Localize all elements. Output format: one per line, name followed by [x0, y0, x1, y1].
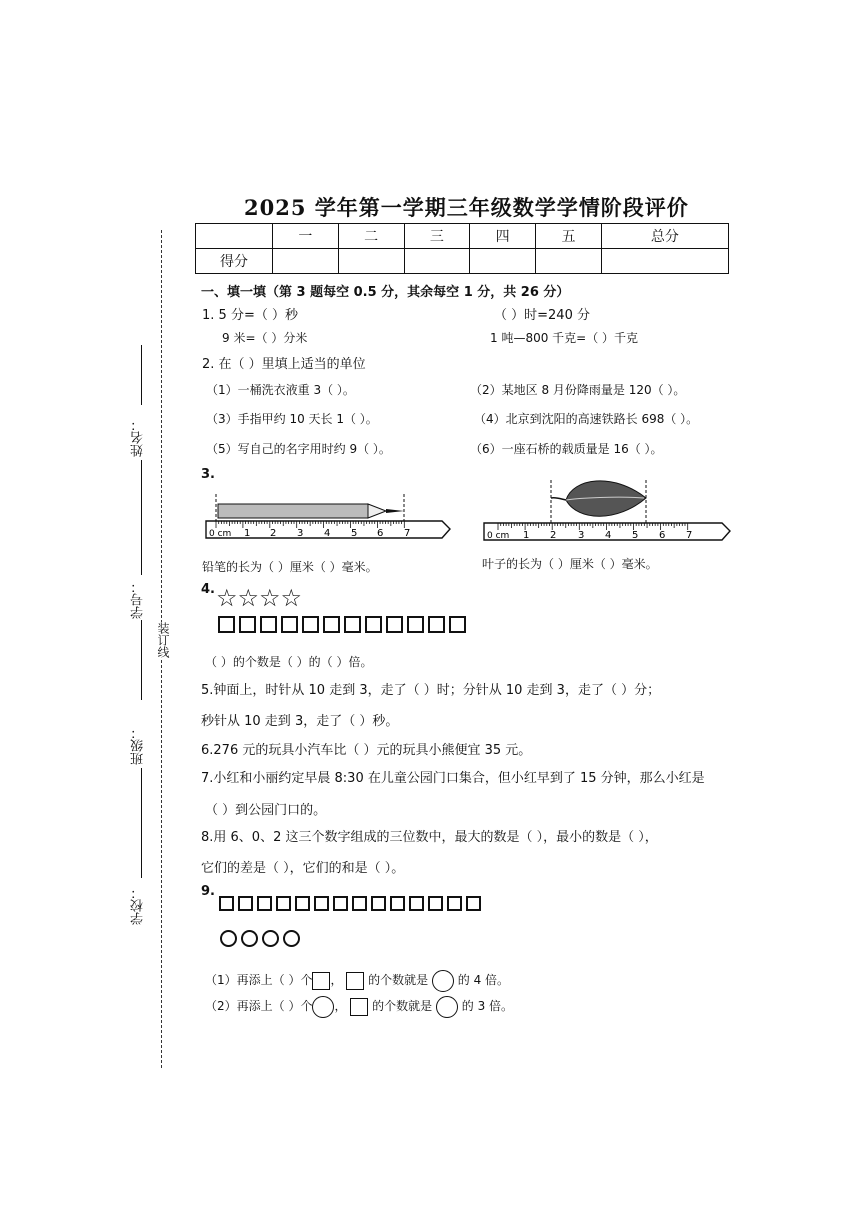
square-icon: [276, 896, 291, 911]
q9-line2-d: 的 3 倍。: [461, 999, 514, 1013]
square-icon: [295, 896, 310, 911]
score-input-cell[interactable]: [273, 249, 339, 274]
section1-heading: 一、填一填（第 3 题每空 0.5 分，其余每空 1 分，共 26 分）: [201, 285, 570, 300]
square-icon: [365, 616, 382, 633]
q9-line1-d: 的 4 倍。: [457, 973, 510, 987]
square-icon: [407, 616, 424, 633]
q4-number: 4.: [201, 582, 215, 597]
q1-d: 1 吨—800 千克=（ ）千克: [490, 331, 639, 345]
school-label: 学校：: [131, 886, 146, 925]
q5-line1: 5.钟面上，时针从 10 走到 3，走了（ ）时；分针从 10 走到 3，走了（ ）分；: [201, 683, 661, 698]
circle-icon: [262, 930, 279, 947]
square-icon: [239, 616, 256, 633]
score-input-cell[interactable]: [536, 249, 602, 274]
ruler-tick-label: 2: [550, 530, 557, 541]
student-no-write-line[interactable]: [141, 620, 142, 700]
page-title: 2025 学年第一学期三年级数学学情阶段评价: [244, 195, 689, 220]
student-no-label: 学号：: [131, 580, 146, 619]
square-icon: [257, 896, 272, 911]
square-icon: [390, 896, 405, 911]
square-icon: [333, 896, 348, 911]
score-header-cell: 一: [273, 224, 339, 249]
q3-pencil-text: 铅笔的长为（ ）厘米（ ）毫米。: [202, 560, 378, 574]
circle-icon: [220, 930, 237, 947]
square-icon: [281, 616, 298, 633]
q2-item-2: （2）某地区 8 月份降雨量是 120（ ）。: [470, 383, 686, 397]
score-header-cell: 四: [470, 224, 536, 249]
score-input-cell[interactable]: [601, 249, 728, 274]
q9-line2-b: ，: [334, 999, 347, 1013]
circle-icon: [283, 930, 300, 947]
q9-line1: [205, 967, 509, 993]
score-table: [195, 223, 729, 274]
square-icon: [386, 616, 403, 633]
pencil-icon: [218, 504, 368, 518]
q2-item-1: （1）一桶洗衣液重 3（ ）。: [206, 383, 355, 397]
square-icon: [314, 896, 329, 911]
square-icon: [323, 616, 340, 633]
score-input-cell[interactable]: [470, 249, 536, 274]
score-input-cell[interactable]: [404, 249, 470, 274]
q9-line2-c: 的个数就是: [372, 999, 433, 1013]
square-icon: [466, 896, 481, 911]
square-icon: [449, 616, 466, 633]
q1-b: （ ）时=240 分: [494, 308, 590, 323]
class-write-line[interactable]: [141, 768, 142, 878]
square-icon: [371, 896, 386, 911]
square-icon: [352, 896, 367, 911]
circle-icon: [436, 996, 458, 1018]
ruler-tick-label: 4: [324, 528, 331, 539]
square-icon: [219, 896, 234, 911]
ruler-tick-label: 3: [578, 530, 585, 541]
ruler-tick-label: 2: [270, 528, 277, 539]
ruler-tick-label: 5: [351, 528, 358, 539]
ruler-tick-label: 5: [632, 530, 639, 541]
square-icon: [218, 616, 235, 633]
score-table-header-row: [196, 224, 729, 249]
square-icon: [428, 616, 445, 633]
q5-line2: 秒针从 10 走到 3，走了（ ）秒。: [201, 714, 399, 729]
square-icon: [350, 998, 368, 1016]
q8-line1: 8.用 6、0、2 这三个数字组成的三位数中，最大的数是（ ），最小的数是（ ），: [201, 830, 658, 845]
q1-c: 9 米=（ ）分米: [222, 331, 308, 345]
square-icon: [260, 616, 277, 633]
q1-a: 1. 5 分=（ ）秒: [202, 308, 298, 323]
square-icon: [344, 616, 361, 633]
q8-line2: 它们的差是（ ），它们的和是（ ）。: [201, 861, 405, 876]
score-input-cell[interactable]: [338, 249, 404, 274]
name-write-line[interactable]: [141, 345, 142, 405]
square-icon: [447, 896, 462, 911]
q7-line2: （ ）到公园门口的。: [205, 803, 327, 818]
square-icon: [346, 972, 364, 990]
binding-text: 装订线: [156, 622, 170, 658]
ruler-tick-label: 3: [297, 528, 304, 539]
score-header-cell: [196, 224, 273, 249]
score-row-label: 得分: [196, 249, 273, 274]
score-header-cell: 五: [536, 224, 602, 249]
ruler-tick-label: 7: [686, 530, 693, 541]
q9-circles-row: [220, 930, 304, 947]
q4-squares-row: [218, 616, 470, 633]
q2-stem: 2. 在（ ）里填上适当的单位: [202, 357, 366, 372]
ruler-tick-label: 1: [244, 528, 251, 539]
q3-leaf-text: 叶子的长为（ ）厘米（ ）毫米。: [482, 557, 658, 571]
q9-line2: [205, 993, 513, 1019]
q9-line2-a: （2）再添上（ ）个: [205, 999, 313, 1013]
q9-number: 9.: [201, 884, 215, 899]
score-table-row: [196, 249, 729, 274]
q3-number: 3.: [201, 467, 215, 482]
q9-line1-a: （1）再添上（ ）个: [205, 973, 313, 987]
ruler-tick-label: 4: [605, 530, 612, 541]
ruler-tick-label: 1: [523, 530, 530, 541]
ruler-unit: 0 cm: [487, 531, 510, 541]
leaf-ruler-figure: [478, 470, 738, 548]
q4-stars: ☆☆☆☆: [216, 584, 303, 612]
circle-icon: [312, 996, 334, 1018]
q9-line1-c: 的个数就是: [368, 973, 429, 987]
q2-item-5: （5）写自己的名字用时约 9（ ）。: [206, 442, 391, 456]
circle-icon: [432, 970, 454, 992]
q6: 6.276 元的玩具小汽车比（ ）元的玩具小熊便宜 35 元。: [201, 743, 532, 758]
q2-item-6: （6）一座石桥的载质量是 16（ ）。: [470, 442, 663, 456]
square-icon: [238, 896, 253, 911]
score-header-cell: 总分: [601, 224, 728, 249]
score-header-cell: 三: [404, 224, 470, 249]
square-icon: [428, 896, 443, 911]
ruler-tick-label: 7: [404, 528, 411, 539]
q4-text: （ ）的个数是（ ）的（ ）倍。: [205, 655, 373, 669]
pencil-ruler-figure: [200, 488, 455, 548]
q2-item-3: （3）手指甲约 10 天长 1（ ）。: [206, 412, 378, 426]
square-icon: [312, 972, 330, 990]
name-label: 姓名：: [131, 418, 146, 457]
q9-line1-b: ，: [330, 973, 343, 987]
ruler-unit: 0 cm: [209, 529, 232, 539]
circle-icon: [241, 930, 258, 947]
square-icon: [302, 616, 319, 633]
score-header-cell: 二: [338, 224, 404, 249]
q9-squares-row: [219, 896, 485, 911]
class-label: 班级：: [131, 726, 146, 765]
q2-item-4: （4）北京到沈阳的高速铁路长 698（ ）。: [474, 412, 699, 426]
square-icon: [409, 896, 424, 911]
name-write-line-2[interactable]: [141, 460, 142, 575]
ruler-tick-label: 6: [377, 528, 384, 539]
q7-line1: 7.小红和小丽约定早晨 8:30 在儿童公园门口集合，但小红早到了 15 分钟，那么小红是: [201, 771, 705, 786]
ruler-tick-label: 6: [659, 530, 666, 541]
